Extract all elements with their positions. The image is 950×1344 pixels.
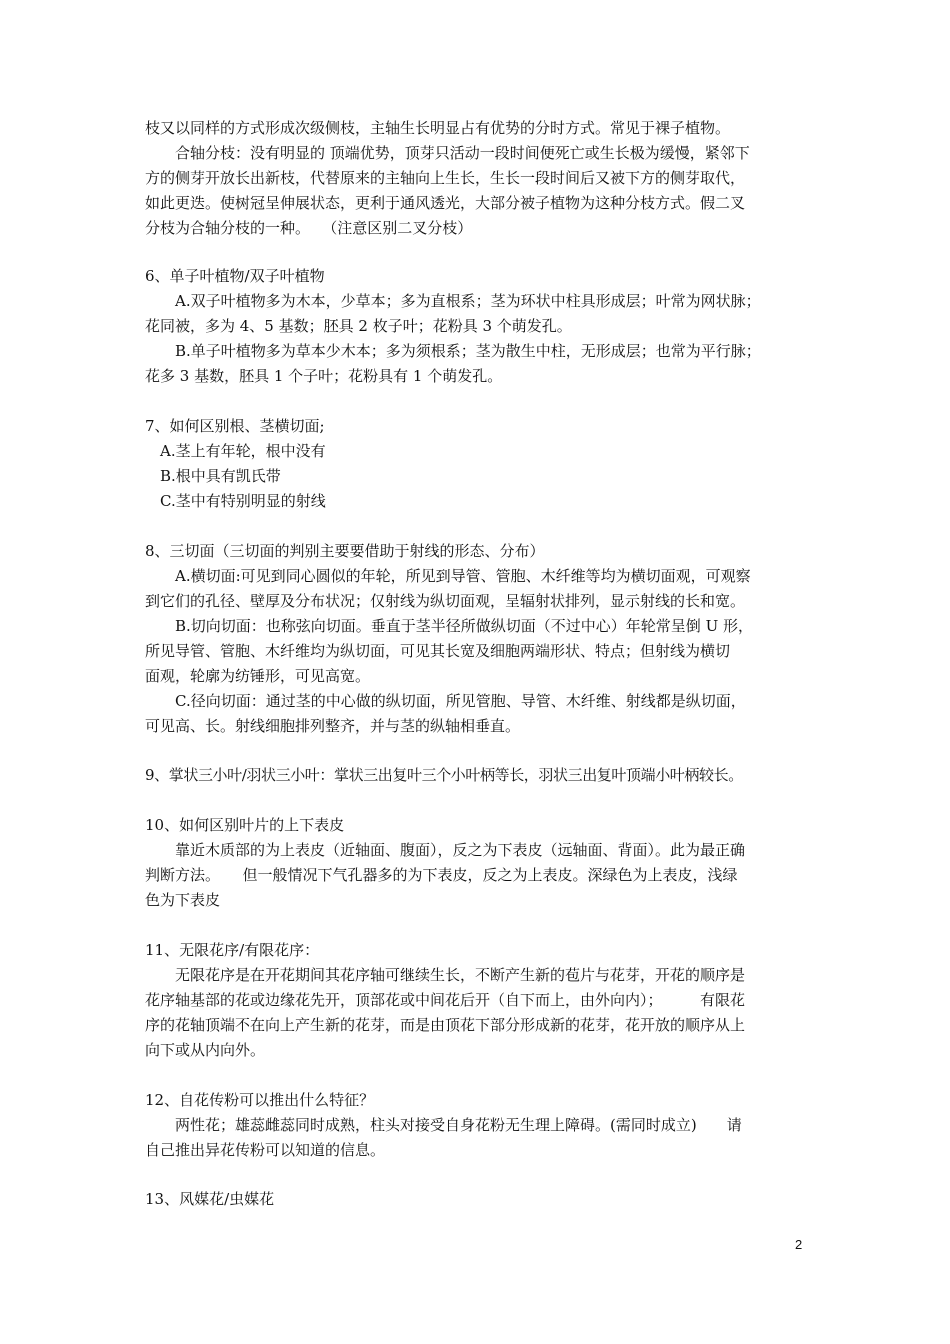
text-line: 枝又以同样的方式形成次级侧枝，主轴生长明显占有优势的分时方式。常见于裸子植物。 bbox=[145, 119, 731, 137]
text-line: 方的侧芽开放长出新枝，代替原来的主轴向上生长，生长一段时间后又被下方的侧芽取代， bbox=[145, 169, 746, 187]
section-heading: 11、无限花序/有限花序： bbox=[145, 941, 320, 959]
paragraph-monopodial-continued bbox=[145, 116, 810, 241]
section-heading: 9、掌状三小叶/羽状三小叶：掌状三出复叶三个小叶柄等长，羽状三出复叶顶端小叶柄较长。 bbox=[145, 766, 743, 784]
text-line: C.径向切面：通过茎的中心做的纵切面，所见管胞、导管、木纤维、射线都是纵切面， bbox=[145, 692, 746, 710]
section-11 bbox=[145, 938, 810, 1063]
text-line: 判断方法。 但一般情况下气孔器多的为下表皮，反之为上表皮。深绿色为上表皮，浅绿 bbox=[145, 866, 738, 884]
text-line: 色为下表皮 bbox=[145, 891, 221, 909]
section-10 bbox=[145, 813, 810, 913]
section-7 bbox=[145, 414, 810, 514]
text-line: 所见导管、管胞、木纤维均为纵切面，可见其长宽及细胞两端形状、特点；但射线为横切 bbox=[145, 642, 731, 660]
text-line: 如此更迭。使树冠呈伸展状态，更利于通风透光，大部分被子植物为这种分枝方式。假二叉 bbox=[145, 194, 746, 212]
section-6 bbox=[145, 264, 810, 389]
text-line: 面观，轮廓为纺锤形，可见高宽。 bbox=[145, 667, 371, 685]
text-line: 可见高、长。射线细胞排列整齐，并与茎的纵轴相垂直。 bbox=[145, 717, 521, 735]
text-line: 合轴分枝：没有明显的 顶端优势，顶芽只活动一段时间便死亡或生长极为缓慢，紧邻下 bbox=[145, 144, 750, 162]
section-13 bbox=[145, 1187, 810, 1212]
text-line: 无限花序是在开花期间其花序轴可继续生长，不断产生新的苞片与花芽，开花的顺序是 bbox=[145, 966, 746, 984]
text-line: 序的花轴顶端不在向上产生新的花芽，而是由顶花下部分形成新的花芽，花开放的顺序从上 bbox=[145, 1016, 746, 1034]
section-heading: 13、风媒花/虫媒花 bbox=[145, 1190, 275, 1208]
text-line: C.茎中有特别明显的射线 bbox=[145, 492, 326, 510]
text-line: 花序轴基部的花或边缘花先开，顶部花或中间花后开（自下而上，由外向内）； 有限花 bbox=[145, 991, 746, 1009]
text-line: A.横切面:可见到同心圆似的年轮，所见到导管、管胞、木纤维等均为横切面观，可观察 bbox=[145, 567, 751, 585]
text-line: 分枝为合轴分枝的一种。 （注意区别二叉分枝） bbox=[145, 219, 473, 237]
section-8 bbox=[145, 539, 810, 739]
text-line: B.单子叶植物多为草本少木本；多为须根系；茎为散生中柱，无形成层；也常为平行脉； bbox=[145, 342, 761, 360]
text-line: 到它们的孔径、壁厚及分布状况；仅射线为纵切面观，呈辐射状排列，显示射线的长和宽。 bbox=[145, 592, 746, 610]
section-9 bbox=[145, 763, 810, 788]
text-line: 靠近木质部的为上表皮（近轴面、腹面），反之为下表皮（远轴面、背面）。此为最正确 bbox=[145, 841, 746, 859]
section-heading: 10、如何区别叶片的上下表皮 bbox=[145, 816, 345, 834]
text-line: 自己推出异花传粉可以知道的信息。 bbox=[145, 1141, 386, 1159]
text-line: 两性花；雄蕊雌蕊同时成熟，柱头对接受自身花粉无生理上障碍。(需同时成立) 请 bbox=[145, 1116, 742, 1134]
section-12 bbox=[145, 1088, 810, 1163]
section-heading: 6、单子叶植物/双子叶植物 bbox=[145, 267, 325, 285]
section-heading: 7、如何区别根、茎横切面; bbox=[145, 417, 325, 435]
text-line: B.切向切面：也称弦向切面。垂直于茎半径所做纵切面（不过中心）年轮常呈倒 U 形， bbox=[145, 617, 753, 635]
text-line: A.双子叶植物多为木本，少草本；多为直根系；茎为环状中柱具形成层；叶常为网状脉； bbox=[145, 292, 761, 310]
page-number: 2 bbox=[795, 1237, 803, 1252]
section-heading: 8、三切面（三切面的判别主要要借助于射线的形态、分布） bbox=[145, 542, 545, 560]
text-line: B.根中具有凯氏带 bbox=[145, 467, 281, 485]
text-line: A.茎上有年轮，根中没有 bbox=[145, 442, 326, 460]
section-heading: 12、自花传粉可以推出什么特征？ bbox=[145, 1091, 375, 1109]
text-line: 向下或从内向外。 bbox=[145, 1041, 266, 1059]
text-line: 花多 3 基数，胚具 1 个子叶；花粉具有 1 个萌发孔。 bbox=[145, 367, 503, 385]
text-line: 花同被，多为 4、5 基数；胚具 2 枚子叶；花粉具 3 个萌发孔。 bbox=[145, 317, 572, 335]
